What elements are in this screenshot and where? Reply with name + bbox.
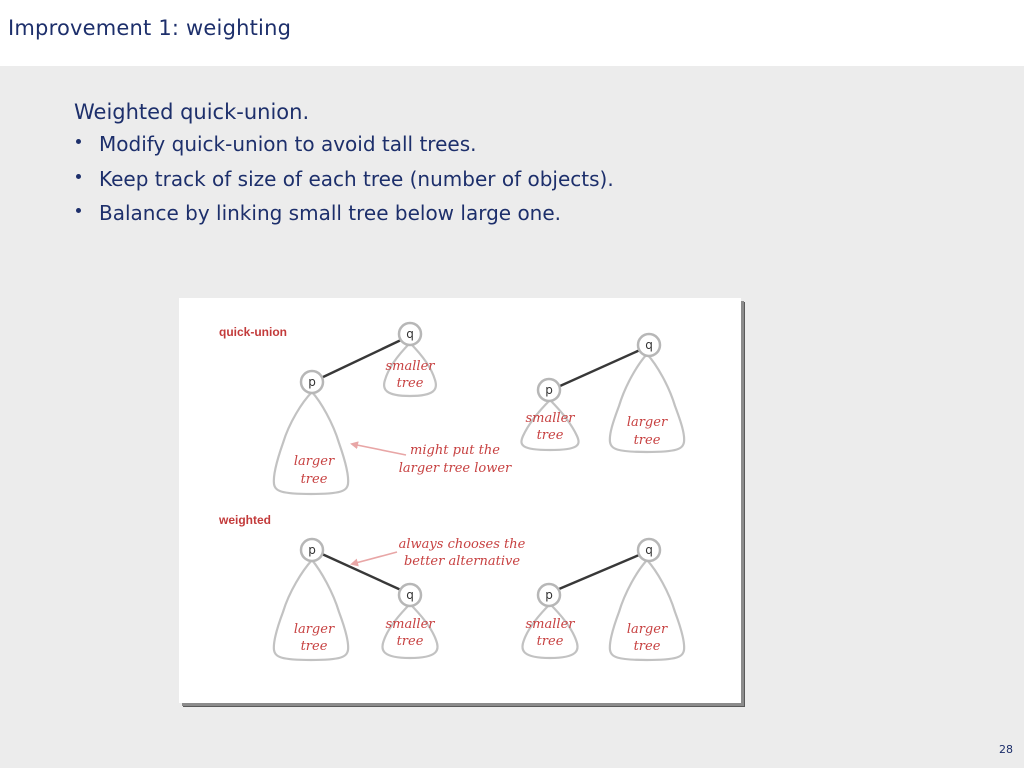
tree-label: tree: [396, 634, 424, 649]
tree-label: larger: [626, 415, 668, 430]
node-label: q: [645, 338, 653, 352]
tree-label: tree: [633, 433, 661, 448]
section-label-weighted: weighted: [219, 513, 272, 527]
tree-label: tree: [536, 428, 564, 443]
node-label: p: [545, 588, 553, 602]
node-label: p: [308, 543, 316, 557]
link-edge: [322, 554, 401, 590]
page-number: 28: [999, 743, 1013, 756]
annotation-text: larger tree lower: [398, 461, 512, 476]
tree-label: tree: [536, 634, 564, 649]
bullet-list: [74, 127, 614, 231]
weighting-diagram: [179, 298, 741, 703]
bullet-text: Keep track of size of each tree (number of objects).: [99, 166, 614, 191]
bullet-dot-icon: [76, 174, 81, 179]
node-label: p: [545, 383, 553, 397]
link-edge: [560, 350, 640, 386]
tree-label: smaller: [385, 617, 435, 632]
tree-label: smaller: [385, 359, 435, 374]
annotation-text: better alternative: [403, 554, 521, 569]
slide-heading: Weighted quick-union.: [74, 100, 310, 124]
annotation-text: always chooses the: [398, 537, 526, 552]
bullet-dot-icon: [76, 208, 81, 213]
node-label: q: [406, 327, 414, 341]
node-label: q: [645, 543, 653, 557]
annotation-text: might put the: [410, 443, 500, 458]
tree-label: larger: [293, 622, 335, 637]
node-label: q: [406, 588, 414, 602]
bullet-item: [74, 162, 614, 197]
bullet-item: [74, 196, 614, 231]
bullet-item: [74, 127, 614, 162]
slide-title: Improvement 1: weighting: [8, 16, 292, 40]
section-label-quick-union: quick-union: [219, 325, 287, 339]
tree-label: smaller: [525, 617, 575, 632]
title-bar: [0, 0, 1024, 66]
bullet-text: Balance by linking small tree below large one.: [99, 201, 562, 225]
bullet-dot-icon: [76, 139, 81, 144]
diagram-svg: [179, 298, 741, 703]
tree-label: tree: [300, 639, 328, 654]
slide-content: [74, 97, 614, 231]
tree-label: tree: [633, 639, 661, 654]
tree-label: smaller: [525, 411, 575, 426]
node-label: p: [308, 375, 316, 389]
annotation-arrow: [352, 552, 397, 564]
link-edge: [559, 555, 639, 589]
bullet-text: Modify quick-union to avoid tall trees.: [99, 132, 477, 156]
annotation-arrow: [352, 444, 406, 455]
tree-label: larger: [293, 454, 335, 469]
tree-label: larger: [626, 622, 668, 637]
tree-label: tree: [396, 376, 424, 391]
tree-label: tree: [300, 472, 328, 487]
